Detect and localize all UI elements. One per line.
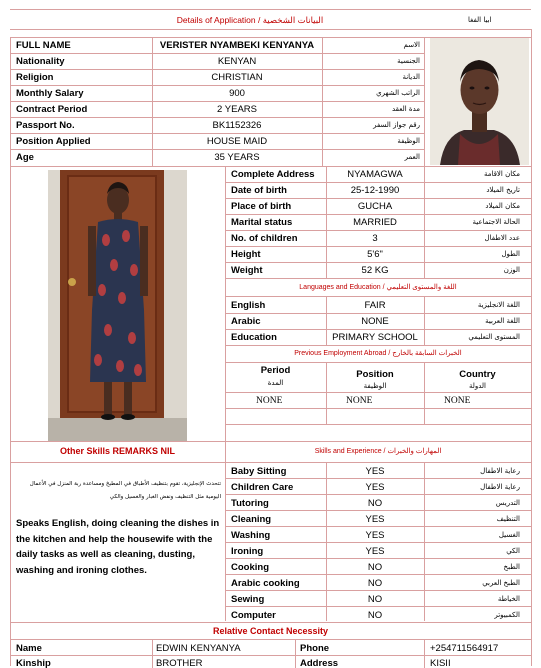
address-label: Complete Address [231,169,315,180]
skill-computer-arabic: الكمبيوتر [494,611,520,619]
marital-value: MARRIED [353,217,397,228]
skill-children-care-label: Children Care [231,482,294,493]
contract-period-label: Contract Period [16,104,88,115]
employment-title: Previous Employment Abroad / الخبرات السابقة بالخارج [294,350,462,357]
skill-washing-value: YES [365,530,385,541]
children-value: 3 [372,233,378,244]
full-name-label: FULL NAME [16,40,71,51]
position-applied-arabic: الوظيفة [397,137,420,145]
arabic-arabic: اللغة العربية [485,317,520,325]
period-header: Period [260,365,291,376]
nationality-arabic: الجنسية [397,57,420,65]
english-arabic: اللغة الانجليزية [477,301,520,309]
height-arabic: الطول [501,250,520,258]
photo-label-arabic: ابيا الفغا [468,16,492,24]
skill-computer-label: Computer [231,610,276,621]
age-value: 35 YEARS [214,152,260,163]
skill-tutoring-arabic: التدريس [495,499,520,507]
education-value: PRIMARY SCHOOL [332,332,418,343]
address-arabic: مكان الاقامة [483,170,520,178]
passport-arabic: رقم جواز السفر [373,121,420,129]
contact-title: Relative Contact Necessity [212,626,329,636]
skill-children-care-value: YES [365,482,385,493]
nationality-value: KENYAN [217,56,257,67]
other-skills-text: Speaks English, doing cleaning the dishes in the kitchen and help the housewife with the daily tasks as well as cleaning, dusting, washing and ironing clothes. [16,518,220,576]
contract-period-arabic: مدة العقد [392,105,420,113]
age-arabic: العمر [404,153,420,161]
skill-arabic-cooking-label: Arabic cooking [231,578,300,589]
skill-arabic-cooking-value: NO [367,578,383,589]
portrait-photo [430,38,529,165]
height-value: 5'6" [367,249,383,260]
position-applied-value: HOUSE MAID [206,136,268,147]
contact-name-value: EDWIN KENYANYA [156,643,241,654]
dob-label: Date of birth [231,185,287,196]
skill-sewing-value: NO [367,594,383,605]
other-skills-arabic: تتحدث الإنجليزية، تقوم بتنظيف الأطباق في المطبخ ومساعدة ربة المنزل في الأعمال اليومية مثل التنظيف ونفض الغبار والغسيل والكي [29,481,221,500]
height-label: Height [231,249,261,260]
period-header-arabic: المدة [267,379,284,387]
age-label: Age [16,152,34,163]
contact-name-label: Name [16,643,42,654]
weight-label: Weight [231,265,263,276]
skill-sewing-label: Sewing [231,594,265,605]
skill-cooking-label: Cooking [231,562,269,573]
english-label: English [231,300,266,311]
country-value: NONE [444,396,471,406]
full-name-value: VERISTER NYAMBEKI KENYANYA [159,40,315,51]
contact-address-label: Address [300,658,339,668]
religion-label: Religion [16,72,54,83]
application-details-title: Details of Application / البيانات الشخصية [176,15,324,25]
skills-title: Skills and Experience / المهارات والخبرات [314,448,442,455]
skill-baby-sitting-label: Baby Sitting [231,466,287,477]
contact-address-value: KISII [430,658,451,668]
languages-title: Languages and Education / اللغة والمستوى التعليمي [299,284,457,291]
nationality-label: Nationality [16,56,65,67]
weight-arabic: الوزن [503,266,520,274]
skill-ironing-value: YES [365,546,385,557]
country-header: Country [459,369,496,380]
pob-arabic: مكان الميلاد [485,202,520,210]
skill-cleaning-label: Cleaning [231,514,272,525]
country-header-arabic: الدولة [468,382,487,390]
skill-washing-arabic: الغسيل [498,531,520,539]
pob-label: Place of birth [231,201,292,212]
monthly-salary-label: Monthly Salary [16,88,84,99]
skill-tutoring-value: NO [367,498,383,509]
pob-value: GUCHA [357,201,393,212]
education-arabic: المستوى التعليمي [468,333,520,341]
monthly-salary-arabic: الراتب الشهري [376,89,420,97]
skill-children-care-arabic: رعاية الاطفال [480,483,520,491]
education-label: Education [231,332,277,343]
skill-tutoring-label: Tutoring [231,498,269,509]
skill-ironing-label: Ironing [231,546,264,557]
position-value: NONE [346,396,373,406]
weight-value: 52 KG [361,265,389,276]
religion-value: CHRISTIAN [211,72,263,83]
skill-arabic-cooking-arabic: الطبخ العربي [482,579,520,587]
passport-label: Passport No. [16,120,75,131]
children-label: No. of children [231,233,298,244]
religion-arabic: الديانة [402,73,420,81]
skill-cooking-arabic: الطبخ [503,563,520,571]
marital-arabic: الحالة الاجتماعية [472,218,520,226]
skill-cleaning-arabic: التنظيف [496,515,520,523]
arabic-value: NONE [361,316,389,327]
contract-period-value: 2 YEARS [217,104,257,115]
skill-sewing-arabic: الخياطة [497,595,520,603]
dob-value: 25-12-1990 [350,185,400,196]
dob-arabic: تاريخ الميلاد [486,186,520,194]
contact-phone-label: Phone [300,643,330,654]
english-value: FAIR [364,300,386,311]
contact-kinship-value: BROTHER [156,658,203,668]
full-body-photo [48,170,187,441]
skill-washing-label: Washing [231,530,271,541]
monthly-salary-value: 900 [229,88,245,99]
skill-cleaning-value: YES [365,514,385,525]
passport-value: BK1152326 [212,120,262,131]
arabic-label: Arabic [231,316,261,327]
contact-phone-value: +254711564917 [430,643,499,654]
contact-kinship-label: Kinship [16,658,51,668]
skill-cooking-value: NO [367,562,383,573]
period-value: NONE [256,396,283,406]
position-header-arabic: الوظيفة [363,382,387,390]
skill-baby-sitting-arabic: رعاية الاطفال [480,467,520,475]
skill-baby-sitting-value: YES [365,466,385,477]
skill-computer-value: NO [367,610,383,621]
marital-label: Marital status [231,217,293,228]
skill-ironing-arabic: الكي [506,547,520,555]
other-skills-title: Other Skills REMARKS NIL [59,446,176,456]
position-applied-label: Position Applied [16,136,91,147]
full-name-arabic: الاسم [403,41,420,49]
address-value: NYAMAGWA [347,169,403,180]
position-header: Position [356,369,394,380]
children-arabic: عدد الاطفال [484,234,520,242]
